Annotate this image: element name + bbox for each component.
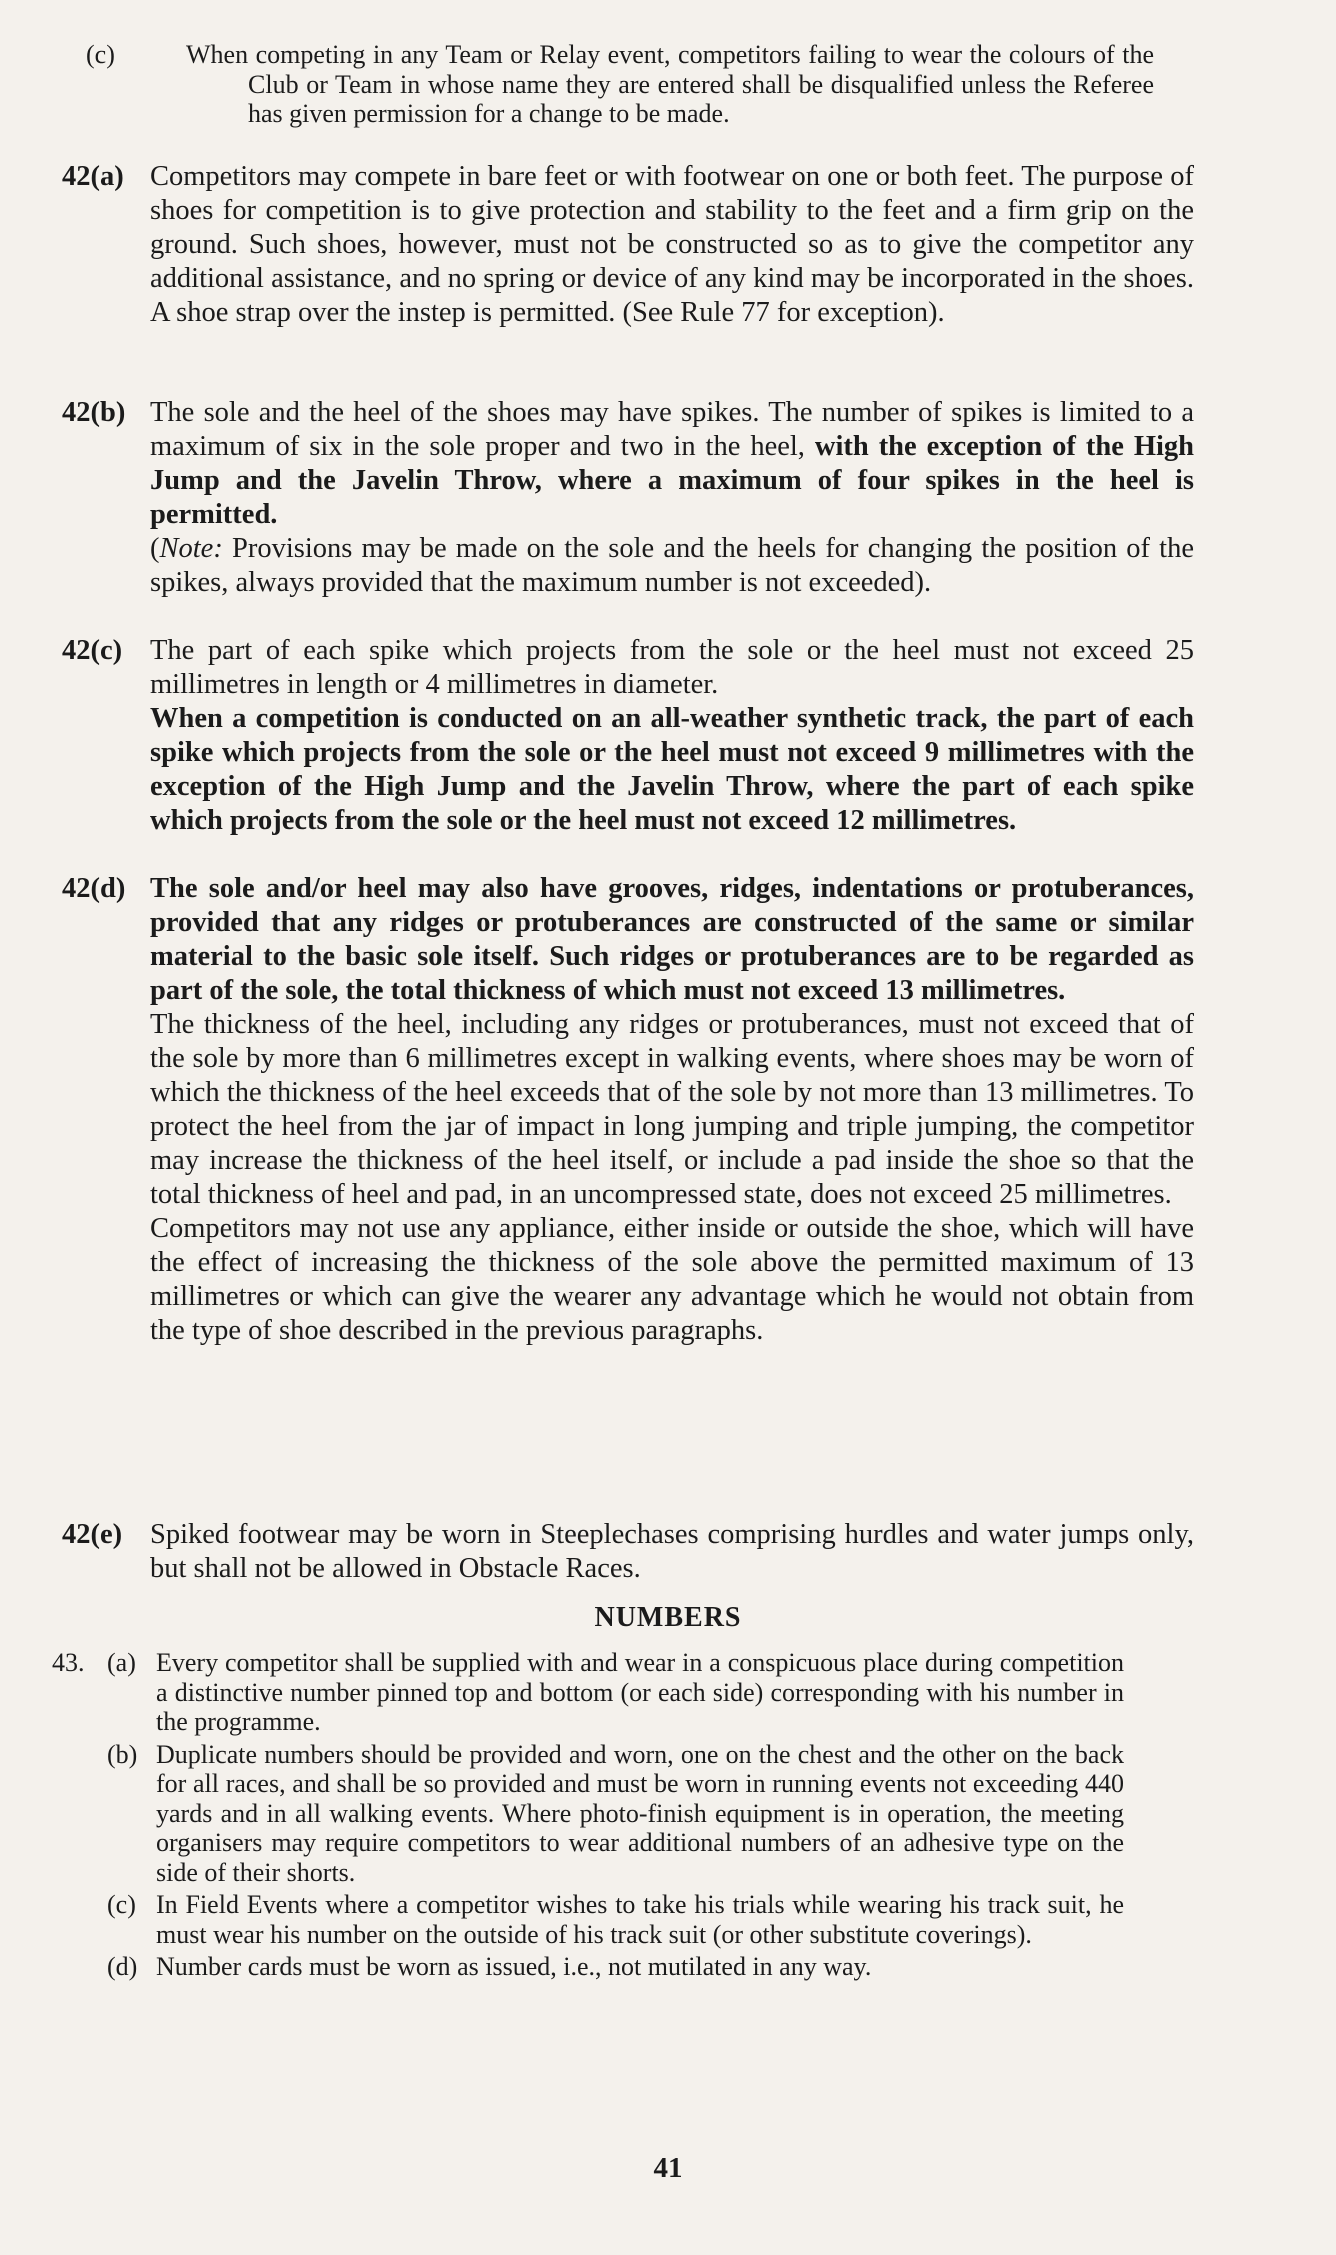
rule-42e-label: 42(e) — [62, 1519, 123, 1550]
rule-42b-label: 42(b) — [62, 397, 126, 428]
rule-43c-label: (c) — [107, 1890, 136, 1919]
rule-42c — [62, 634, 1194, 838]
rule-42b-note: (Note: Provisions may be made on the sole and the heels for changing the position of the spikes, always provided that the maximum number is not exceeded). — [150, 533, 1195, 598]
rule-42c-text-1: The part of each spike which projects from the sole or the heel must not exceed 25 millimetres in length or 4 millimetres in diameter. — [150, 635, 1194, 700]
rule-41c — [86, 40, 1154, 129]
rule-41c-text: When competing in any Team or Relay event, competitors failing to wear the colours of the Club or Team in whose name they are entered shall be disqualified unless the Referee has given permission for a change to be made. — [186, 40, 1154, 128]
section-heading-numbers: NUMBERS — [594, 1602, 742, 1633]
rule-42b-text-2: with the exception of the High Jump and the Javelin Throw, where a maximum of four spikes in the heel is permitted. — [150, 431, 1195, 530]
rule-43b-text: Duplicate numbers should be provided and worn, one on the chest and the other on the back for all races, and shall be so provided and must be worn in running events not exceeding 440 yards and in all walking events. Where photo-finish equipment is in operation, the meeting organisers may require competitors to wear additional numbers of an adhesive type on the side of their shorts. — [156, 1739, 1124, 1887]
rule-43c — [52, 1890, 1124, 1949]
rule-42e-text: Spiked footwear may be worn in Steeplechases comprising hurdles and water jumps only, but shall not be allowed in Obstacle Races. — [150, 1519, 1194, 1584]
rule-43 — [52, 1648, 1124, 1982]
rule-42d-text-2: The thickness of the heel, including any ridges or protuberances, must not exceed that of the sole by more than 6 millimetres except in walking events, where shoes may be worn of which the thickness of the heel exceeds that of the sole by not more than 13 millimetres. To protect the heel from the jar of impact in long jumping and triple jumping, the competitor may increase the thickness of the heel itself, or include a pad inside the shoe so that the total thickness of heel and pad, in an uncompressed state, does not exceed 25 millimetres. — [150, 1009, 1194, 1210]
rule-42d-text-3: Competitors may not use any appliance, either inside or outside the shoe, which will have the effect of increasing the thickness of the sole above the permitted maximum of 13 millimetres or which can give the wearer any advantage which he would not obtain from the type of shoe described in the previous paragraphs. — [150, 1213, 1194, 1346]
rule-42b-text — [150, 396, 1194, 532]
rule-41c-label: (c) — [86, 40, 115, 69]
rule-43b-label: (b) — [107, 1739, 138, 1769]
rule-42a-text: Competitors may compete in bare feet or with footwear on one or both feet. The purpose of shoes for competition is to give protection and stability to the feet and a firm grip on the ground. Such shoes, however, must not be constructed so as to give the competitor any additional assistance, and no spring or device of any kind may be incorporated in the shoes. A shoe strap over the instep is permitted. (See Rule 77 for exception). — [150, 161, 1194, 328]
rule-42d-text-1: The sole and/or heel may also have grooves, ridges, indentations or protuberances, provided that any ridges or protuberances are constructed of the same or similar material to the basic sole itself. Such ridges or protuberances are to be regarded as part of the sole, the total thickness of which must not exceed 13 millimetres. — [150, 873, 1194, 1006]
page-number: 41 — [653, 2152, 683, 2184]
rule-42b-text-1: The sole and the heel of the shoes may have spikes. The number of spikes is limited to a maximum of six in the sole proper and two in the heel, — [150, 397, 1194, 462]
rule-42d — [62, 872, 1194, 1348]
rule-43a-text: Every competitor shall be supplied with and wear in a conspicuous place during competition a distinctive number pinned top and bottom (or each side) corresponding with his number in the programme. — [156, 1648, 1124, 1736]
rule-43d-text: Number cards must be worn as issued, i.e., not mutilated in any way. — [156, 1952, 872, 1981]
rule-43d-label: (d) — [107, 1952, 138, 1981]
rule-43-number: 43. — [52, 1648, 85, 1677]
rule-43d — [52, 1952, 1124, 1982]
rule-42e — [62, 1518, 1194, 1586]
rule-42b — [62, 396, 1194, 600]
rule-42b-note-text: Provisions may be made on the sole and the heels for changing the position of the spikes, always provided that the maximum number is not exceeded). — [150, 533, 1195, 598]
rule-43b — [52, 1740, 1124, 1888]
rule-42a-label: 42(a) — [62, 161, 124, 192]
rule-42a — [62, 160, 1194, 330]
rule-42b-note-label: Note: — [159, 533, 223, 564]
rule-42c-text-2: When a competition is conducted on an all-weather synthetic track, the part of each spike which projects from the sole or the heel must not exceed 9 millimetres with the exception of the High Jump and the Javelin Throw, where the part of each spike which projects from the sole or the heel must not exceed 12 millimetres. — [150, 703, 1194, 836]
rule-42d-label: 42(d) — [62, 873, 126, 904]
rule-43a — [52, 1648, 1124, 1737]
rule-43c-text: In Field Events where a competitor wishes to take his trials while wearing his track suit, he must wear his number on the outside of his track suit (or other substitute coverings). — [156, 1890, 1124, 1949]
rule-42c-label: 42(c) — [62, 635, 123, 666]
rule-43a-label: (a) — [107, 1648, 136, 1677]
